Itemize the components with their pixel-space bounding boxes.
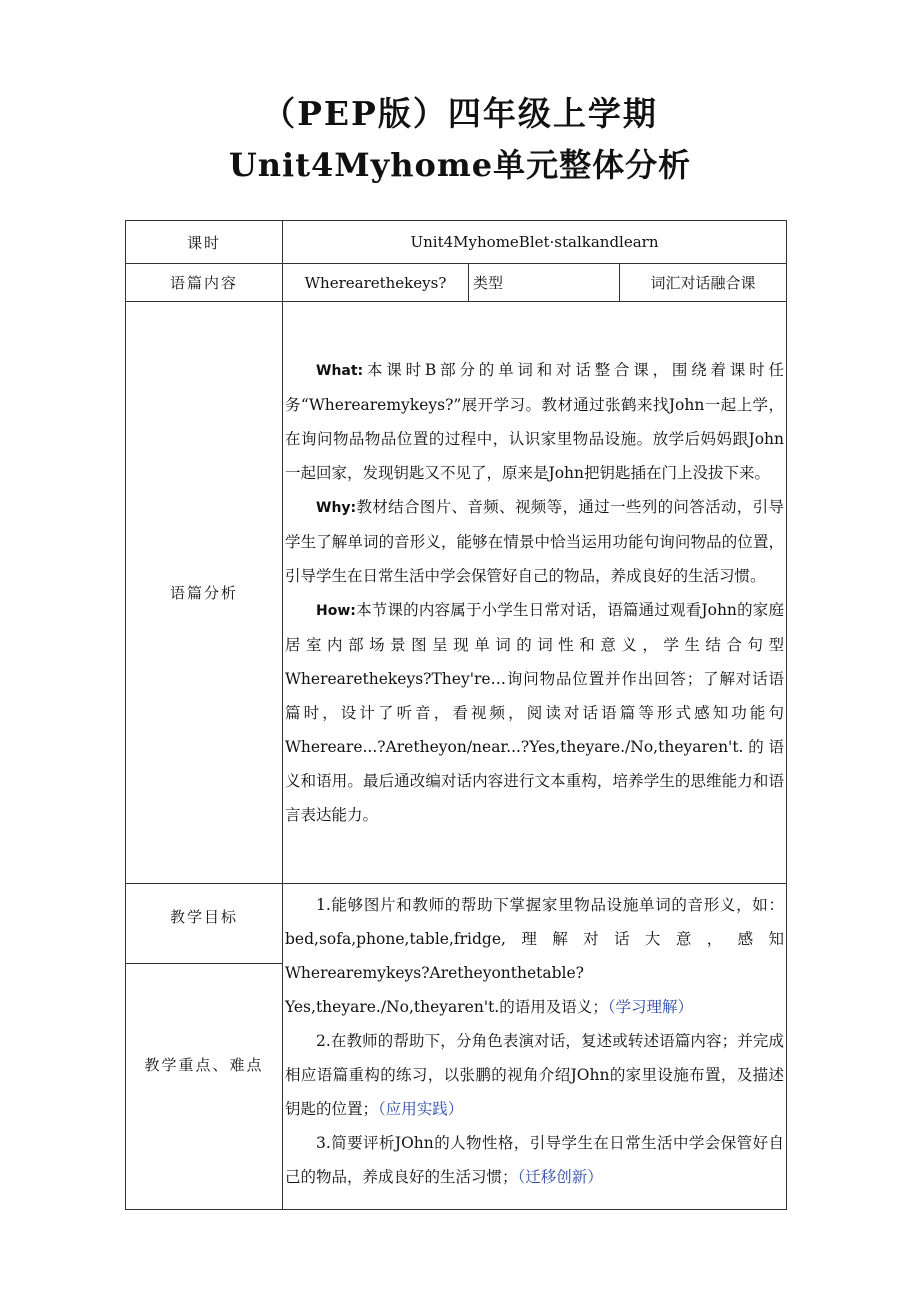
what-paragraph [285, 353, 784, 490]
goal-item: 3.简要评析JOhn的人物性格，引导学生在日常生活中学会保管好自己的物品，养成良好的生活习惯；（迁移创新） [285, 1134, 784, 1186]
why-text: 教材结合图片、音频、视频等，通过一些列的问答活动，引导学生了解单词的音形义，能够在情景中恰当运用功能句询问物品的位置，引导学生在日常生活中学会保管好自己的物品，养成良好的生活习惯。 [285, 498, 784, 585]
content-value: Wherearethekeys? [283, 264, 469, 302]
goal-tag: （学习理解） [607, 998, 694, 1016]
goals-label: 教学目标 [126, 884, 283, 964]
lesson-value: Unit4MyhomeBlet·stalkandlearn [283, 221, 787, 264]
type-label: 类型 [469, 264, 620, 302]
focus-label: 教学重点、难点 [126, 964, 283, 1210]
what-text: 本课时B部分的单词和对话整合课，围绕着课时任务“Wherearemykeys?”展开学习。教材通过张鹤来找John一起上学，在询问物品物品位置的过程中，认识家里物品设施。放学后妈妈跟John一起回家，发现钥匙又不见了，原来是John把钥匙插在门上没拔下来。 [285, 361, 784, 482]
analysis-table [125, 220, 787, 1210]
analysis-label: 语篇分析 [126, 302, 283, 884]
how-paragraph [285, 593, 784, 832]
why-paragraph [285, 490, 784, 593]
type-value: 词汇对话融合课 [620, 264, 787, 302]
how-keyword: How: [316, 603, 356, 619]
page-title-line2: Unit4Myhome单元整体分析 [228, 146, 692, 184]
goal-item: 1.能够图片和教师的帮助下掌握家里物品设施单词的音形义，如：bed,sofa,phone,table,fridge,理解对话大意，感知Wherearemykeys?Aretheyonthetable?Yes,theyare./No,theyaren't.的语用及语义；（学习理解） [285, 896, 784, 1016]
table-row-content [126, 264, 787, 302]
goal-item: 2.在教师的帮助下，分角色表演对话，复述或转述语篇内容；并完成相应语篇重构的练习，以张鹏的视角介绍JOhn的家里设施布置，及描述钥匙的位置；（应用实践） [285, 1032, 784, 1118]
table-row-goals [126, 884, 787, 964]
goal-tag: （迁移创新） [517, 1168, 603, 1186]
lesson-label: 课时 [126, 221, 283, 264]
table-row-lesson [126, 221, 787, 264]
content-label: 语篇内容 [126, 264, 283, 302]
page-title-line1: （PEP版）四年级上学期 [262, 94, 658, 133]
analysis-text [283, 302, 787, 884]
how-text: 本节课的内容属于小学生日常对话，语篇通过观看John的家庭居室内部场景图呈现单词的词性和意义，学生结合句型Wherearethekeys?They're…询问物品位置并作出回答；了解对话语篇时，设计了听音，看视频，阅读对话语篇等形式感知功能句Whereare...?Aretheyon/near...?Yes,theyare./No,theyaren't.的语义和语用。最后通改编对话内容进行文本重构，培养学生的思维能力和语言表达能力。 [285, 601, 784, 824]
what-keyword: What: [316, 363, 364, 379]
table-row-analysis [126, 302, 787, 884]
goal-tag: （应用实践） [378, 1100, 464, 1118]
why-keyword: Why: [316, 500, 357, 516]
goals-text [283, 884, 787, 1210]
